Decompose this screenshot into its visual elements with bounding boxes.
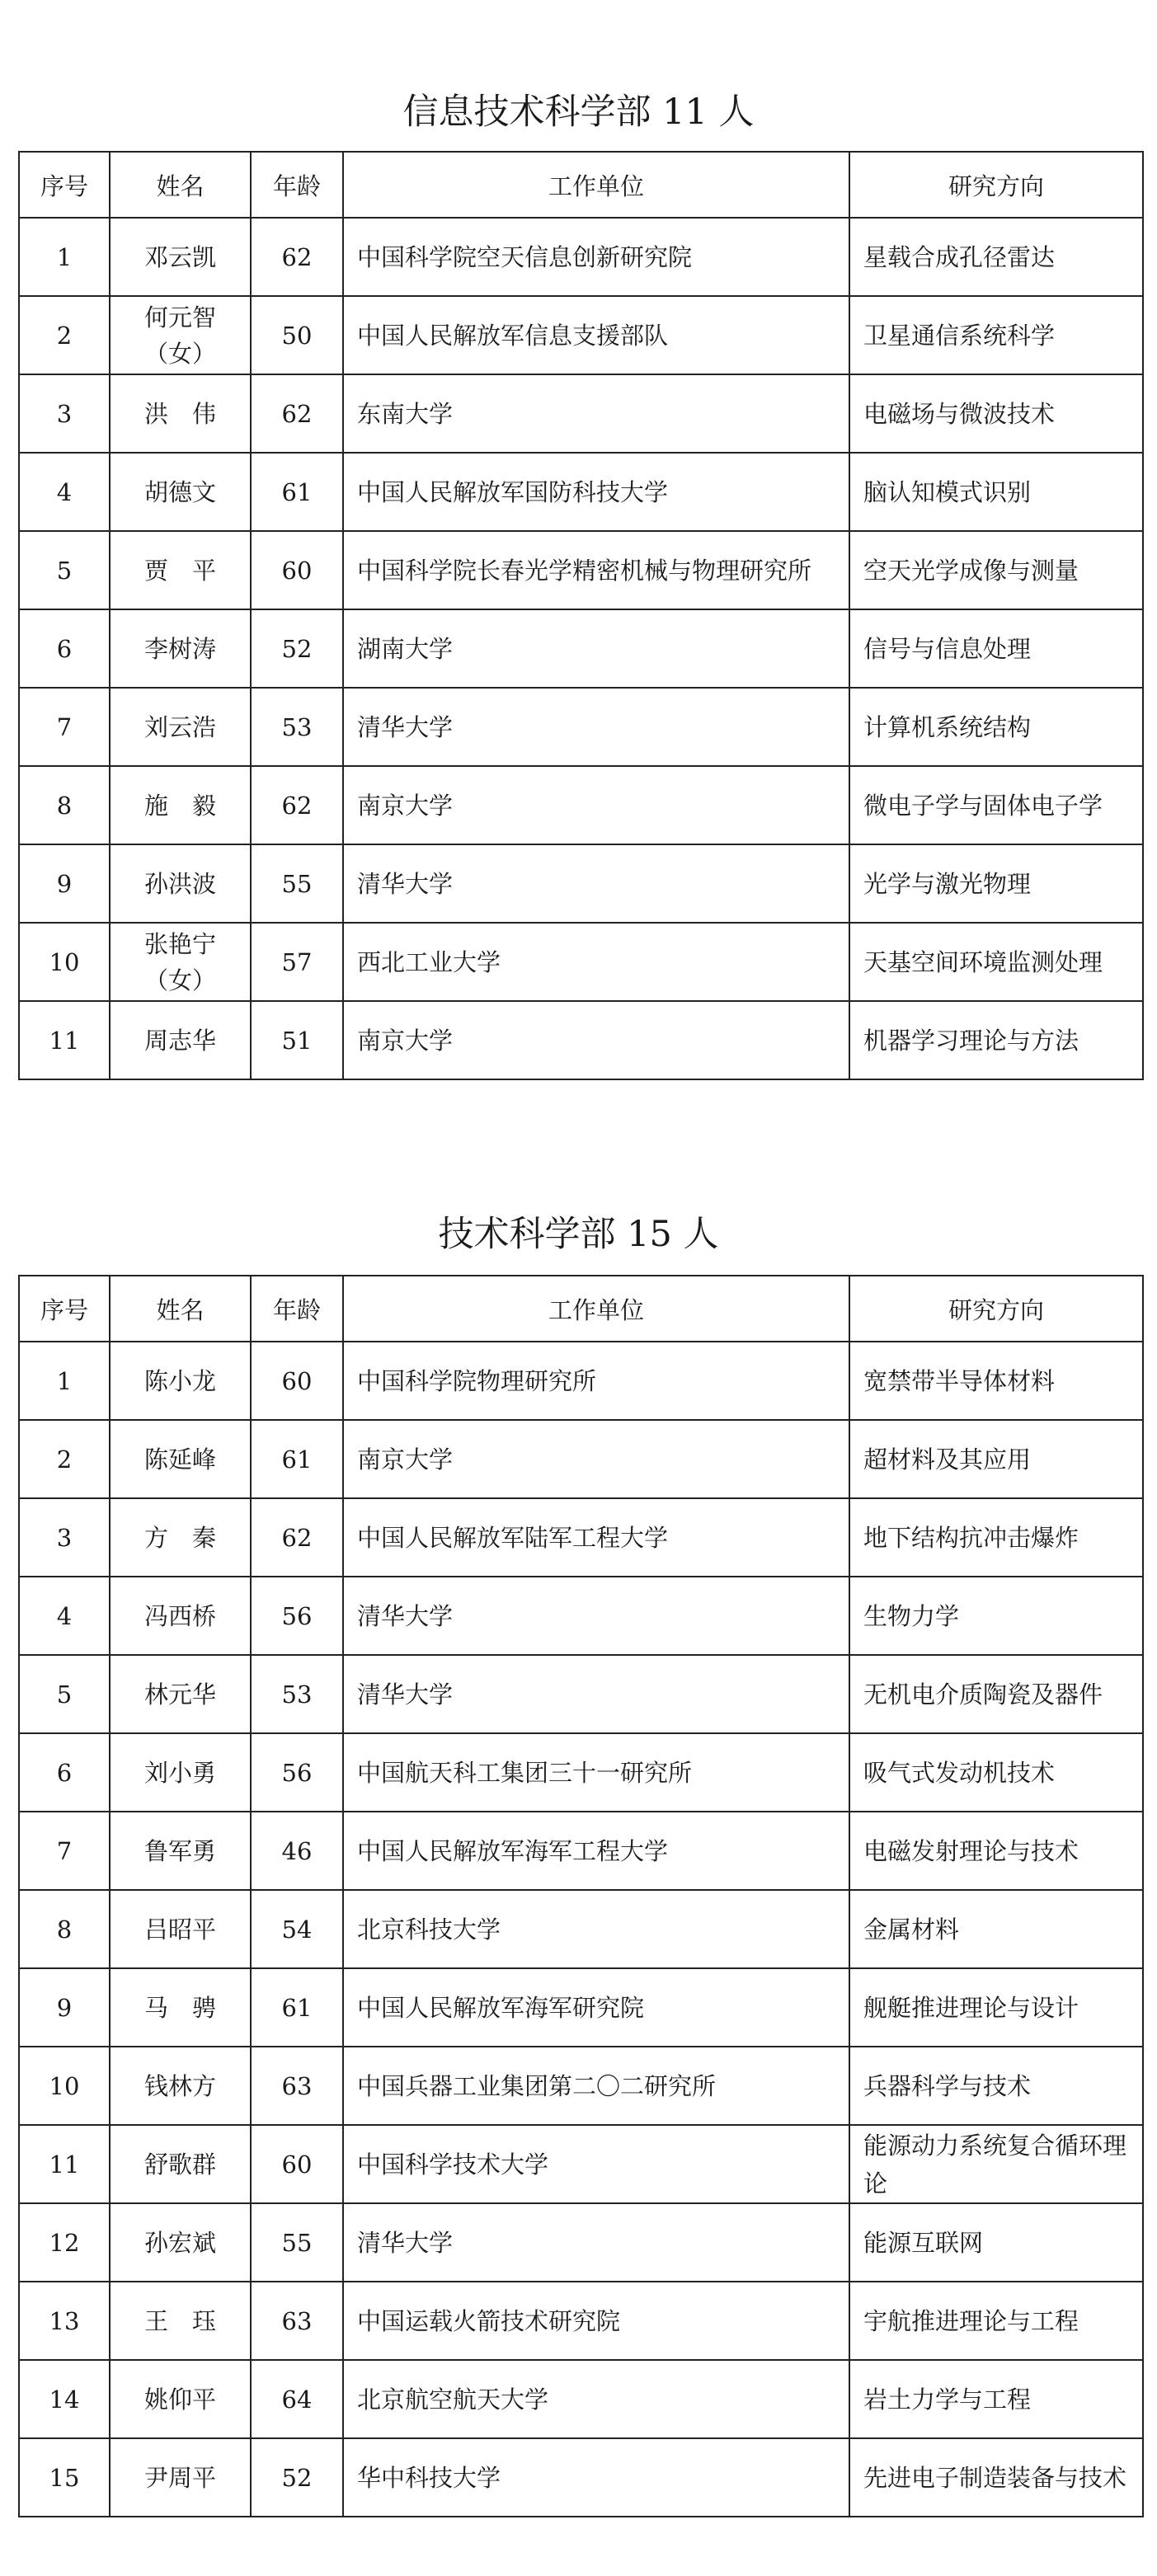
cell-field: 岩土力学与工程 [849,2360,1143,2438]
cell-name [110,531,251,609]
cell-no: 9 [19,1968,110,2047]
roster-table-info [18,151,1144,1080]
cell-age: 53 [251,1655,343,1733]
cell-no: 4 [19,453,110,531]
cell-name [110,1812,251,1890]
table-header-row [19,152,1143,218]
cell-field: 吸气式发动机技术 [849,1733,1143,1812]
cell-age: 56 [251,1577,343,1655]
cell-name [110,453,251,531]
cell-name [110,1577,251,1655]
cell-no: 4 [19,1577,110,1655]
cell-name [110,2047,251,2125]
table-row [19,1968,1143,2047]
cell-field: 微电子学与固体电子学 [849,766,1143,844]
header-name: 姓名 [110,1276,251,1342]
section-title-info: 信息技术科学部 11 人 [402,92,755,133]
table-row [19,1577,1143,1655]
cell-no: 1 [19,1342,110,1420]
cell-name [110,2438,251,2517]
cell-no: 10 [19,2047,110,2125]
header-unit: 工作单位 [343,152,849,218]
table-row [19,2360,1143,2438]
cell-no: 6 [19,1733,110,1812]
table-row [19,2047,1143,2125]
cell-name [110,1498,251,1577]
cell-unit: 中国人民解放军海军研究院 [343,1968,849,2047]
name-line: 王 珏 [143,2306,216,2335]
cell-field: 能源互联网 [849,2203,1143,2282]
cell-no: 8 [19,766,110,844]
cell-name [110,844,251,923]
cell-field: 生物力学 [849,1577,1143,1655]
cell-no: 12 [19,2203,110,2282]
cell-unit: 西北工业大学 [343,923,849,1001]
cell-age: 52 [251,2438,343,2517]
cell-field: 机器学习理论与方法 [849,1001,1143,1079]
name-line: 鲁军勇 [143,1836,216,1865]
name-line: 孙洪波 [143,869,216,898]
name-line: 舒歌群 [143,2150,216,2179]
cell-age: 61 [251,1420,343,1498]
cell-name [110,2203,251,2282]
cell-no: 8 [19,1890,110,1968]
cell-unit: 清华大学 [343,1577,849,1655]
cell-unit: 南京大学 [343,1420,849,1498]
name-line: 马 骋 [143,1993,216,2022]
header-field: 研究方向 [849,1276,1143,1342]
header-unit: 工作单位 [343,1276,849,1342]
cell-no: 10 [19,923,110,1001]
cell-field: 信号与信息处理 [849,609,1143,688]
cell-no: 5 [19,531,110,609]
cell-unit: 东南大学 [343,374,849,453]
table-row [19,531,1143,609]
cell-age: 46 [251,1812,343,1890]
cell-unit: 清华大学 [343,2203,849,2282]
header-no: 序号 [19,152,110,218]
name-line: 李树涛 [143,634,216,663]
cell-age: 50 [251,296,343,374]
table-header-row [19,1276,1143,1342]
cell-name [110,1420,251,1498]
cell-field: 金属材料 [849,1890,1143,1968]
cell-name [110,374,251,453]
section-title-tech: 技术科学部 15 人 [438,1214,719,1255]
cell-unit: 清华大学 [343,1655,849,1733]
cell-field: 光学与激光物理 [849,844,1143,923]
cell-no: 5 [19,1655,110,1733]
name-line: 周志华 [143,1026,216,1055]
table-row [19,1733,1143,1812]
cell-no: 7 [19,688,110,766]
name-line: 邓云凯 [143,242,216,271]
cell-name [110,766,251,844]
cell-unit: 湖南大学 [343,609,849,688]
cell-field: 星载合成孔径雷达 [849,218,1143,296]
table-row [19,1812,1143,1890]
cell-age: 53 [251,688,343,766]
cell-unit: 清华大学 [343,844,849,923]
cell-age: 57 [251,923,343,1001]
table-body-tech [19,1342,1143,2517]
header-name: 姓名 [110,152,251,218]
cell-name [110,1001,251,1079]
cell-name [110,1342,251,1420]
cell-age: 62 [251,218,343,296]
name-line: 刘云浩 [143,712,216,741]
name-line: 姚仰平 [143,2385,216,2414]
cell-age: 62 [251,766,343,844]
cell-unit: 中国人民解放军国防科技大学 [343,453,849,531]
cell-age: 55 [251,2203,343,2282]
cell-age: 60 [251,531,343,609]
cell-age: 62 [251,374,343,453]
name-line: 贾 平 [143,556,216,585]
cell-name [110,1733,251,1812]
cell-no: 15 [19,2438,110,2517]
name-line: （女） [143,339,216,368]
table-row [19,2282,1143,2360]
table-row [19,766,1143,844]
table-row [19,1342,1143,1420]
cell-field: 计算机系统结构 [849,688,1143,766]
cell-age: 63 [251,2282,343,2360]
cell-field: 能源动力系统复合循环理论 [849,2125,1143,2203]
cell-no: 3 [19,374,110,453]
cell-no: 11 [19,2125,110,2203]
cell-name [110,218,251,296]
table-row [19,1001,1143,1079]
cell-no: 14 [19,2360,110,2438]
cell-age: 56 [251,1733,343,1812]
cell-field: 卫星通信系统科学 [849,296,1143,374]
cell-unit: 中国人民解放军信息支援部队 [343,296,849,374]
cell-unit: 中国航天科工集团三十一研究所 [343,1733,849,1812]
name-line: 吕昭平 [143,1915,216,1944]
name-line: 刘小勇 [143,1758,216,1787]
table-row [19,2438,1143,2517]
cell-age: 55 [251,844,343,923]
cell-age: 51 [251,1001,343,1079]
cell-name [110,1890,251,1968]
cell-no: 2 [19,296,110,374]
name-line: 方 秦 [143,1523,216,1552]
table-row [19,923,1143,1001]
table-row [19,374,1143,453]
cell-field: 舰艇推进理论与设计 [849,1968,1143,2047]
cell-unit: 北京科技大学 [343,1890,849,1968]
name-line: 孙宏斌 [143,2228,216,2257]
cell-field: 兵器科学与技术 [849,2047,1143,2125]
cell-no: 6 [19,609,110,688]
cell-no: 1 [19,218,110,296]
roster-table-tech [18,1275,1144,2517]
name-line: （女） [143,966,216,994]
name-line: 何元智 [143,303,216,331]
name-line: 施 毅 [143,791,216,820]
cell-unit: 清华大学 [343,688,849,766]
cell-unit: 中国科学院长春光学精密机械与物理研究所 [343,531,849,609]
name-line: 冯西桥 [143,1601,216,1630]
cell-field: 超材料及其应用 [849,1420,1143,1498]
cell-name [110,1968,251,2047]
cell-name [110,2282,251,2360]
cell-field: 电磁场与微波技术 [849,374,1143,453]
cell-no: 3 [19,1498,110,1577]
cell-name [110,609,251,688]
cell-name [110,296,251,374]
header-age: 年龄 [251,152,343,218]
table-row [19,609,1143,688]
name-line: 洪 伟 [143,399,216,428]
cell-unit: 中国兵器工业集团第二〇二研究所 [343,2047,849,2125]
cell-age: 61 [251,1968,343,2047]
table-row [19,1498,1143,1577]
cell-no: 13 [19,2282,110,2360]
cell-field: 电磁发射理论与技术 [849,1812,1143,1890]
table-row [19,2203,1143,2282]
table-row [19,453,1143,531]
cell-no: 9 [19,844,110,923]
cell-unit: 中国科学技术大学 [343,2125,849,2203]
cell-name [110,2360,251,2438]
cell-unit: 北京航空航天大学 [343,2360,849,2438]
name-line: 胡德文 [143,477,216,506]
cell-unit: 中国运载火箭技术研究院 [343,2282,849,2360]
cell-field: 宽禁带半导体材料 [849,1342,1143,1420]
cell-no: 7 [19,1812,110,1890]
name-line: 尹周平 [143,2463,216,2492]
cell-name [110,688,251,766]
cell-unit: 中国科学院物理研究所 [343,1342,849,1420]
cell-age: 52 [251,609,343,688]
cell-unit: 华中科技大学 [343,2438,849,2517]
table-body-info [19,218,1143,1079]
cell-age: 63 [251,2047,343,2125]
cell-unit: 中国人民解放军陆军工程大学 [343,1498,849,1577]
name-line: 陈小龙 [143,1366,216,1395]
table-row [19,218,1143,296]
cell-field: 宇航推进理论与工程 [849,2282,1143,2360]
table-row [19,844,1143,923]
cell-field: 脑认知模式识别 [849,453,1143,531]
table-row [19,1890,1143,1968]
table-row [19,1420,1143,1498]
cell-no: 11 [19,1001,110,1079]
table-row [19,1655,1143,1733]
cell-age: 60 [251,2125,343,2203]
name-line: 林元华 [143,1680,216,1709]
cell-name [110,2125,251,2203]
cell-age: 60 [251,1342,343,1420]
cell-field: 地下结构抗冲击爆炸 [849,1498,1143,1577]
cell-age: 61 [251,453,343,531]
cell-field: 空天光学成像与测量 [849,531,1143,609]
header-no: 序号 [19,1276,110,1342]
cell-unit: 中国人民解放军海军工程大学 [343,1812,849,1890]
name-line: 陈延峰 [143,1445,216,1474]
cell-age: 64 [251,2360,343,2438]
header-field: 研究方向 [849,152,1143,218]
cell-age: 54 [251,1890,343,1968]
cell-unit: 南京大学 [343,1001,849,1079]
cell-age: 62 [251,1498,343,1577]
cell-name [110,923,251,1001]
table-row [19,296,1143,374]
cell-no: 2 [19,1420,110,1498]
table-row [19,688,1143,766]
name-line: 张艳宁 [143,929,216,958]
cell-unit: 中国科学院空天信息创新研究院 [343,218,849,296]
table-row [19,2125,1143,2203]
header-age: 年龄 [251,1276,343,1342]
cell-unit: 南京大学 [343,766,849,844]
cell-field: 无机电介质陶瓷及器件 [849,1655,1143,1733]
cell-field: 先进电子制造装备与技术 [849,2438,1143,2517]
name-line: 钱林方 [143,2071,216,2100]
cell-field: 天基空间环境监测处理 [849,923,1143,1001]
cell-name [110,1655,251,1733]
